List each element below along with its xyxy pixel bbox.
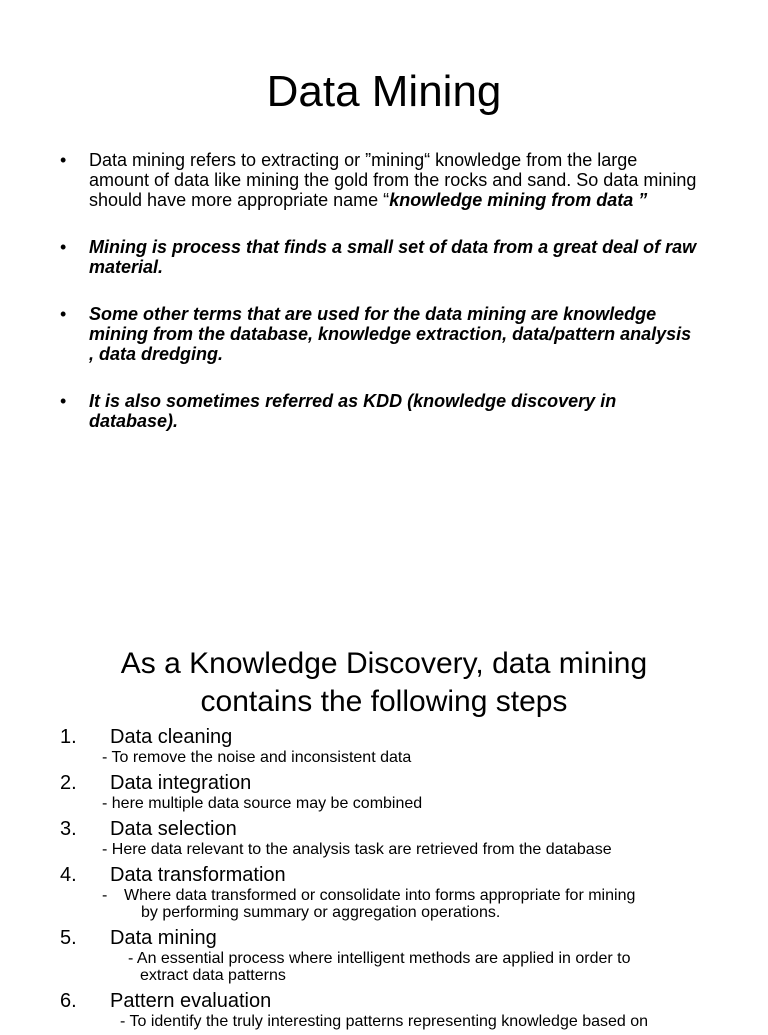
bullet-emphasis: knowledge mining from data ” [389, 190, 648, 210]
bullet-text: It is also sometimes referred as KDD (knowledge discovery in database). [89, 391, 617, 431]
bullet-marker: • [60, 391, 67, 411]
step-name: Pattern evaluation [110, 990, 272, 1012]
step-item [60, 771, 760, 812]
bullet-text: Mining is process that finds a small set of data from a great deal of raw material. [89, 237, 697, 277]
slide-title [0, 645, 768, 721]
step-heading [60, 771, 760, 795]
step-number: 6. [60, 990, 77, 1012]
step-number: 1. [60, 726, 77, 748]
bullet-list [60, 150, 700, 431]
step-item [60, 725, 760, 766]
step-description: - here multiple data source may be combined [102, 795, 423, 812]
step-number: 4. [60, 864, 77, 886]
step-heading [60, 817, 760, 841]
step-number: 2. [60, 772, 77, 794]
bullet-text: Data mining refers to extracting or ”mining“ knowledge from the large amount of data like mining the gold from the rocks and sand. So data mining should have more appropriate name “ [89, 150, 697, 210]
step-item [60, 817, 760, 858]
bullet-item [60, 237, 700, 277]
step-name: Data mining [110, 927, 217, 949]
slide-title-line: As a Knowledge Discovery, data mining [120, 647, 648, 680]
bullet-item [60, 391, 700, 431]
step-description [60, 950, 760, 984]
step-heading [60, 989, 760, 1013]
step-description: - To identify the truly interesting patterns representing knowledge based on [120, 1013, 649, 1030]
step-description-dash: - [102, 887, 108, 904]
bullet-text: Some other terms that are used for the data mining are knowledge mining from the database, knowledge extraction, data/pattern analysis , data dredging. [89, 304, 692, 364]
step-number: 3. [60, 818, 77, 840]
step-description-line: Where data transformed or consolidate into forms appropriate for mining [124, 887, 636, 904]
slide-knowledge-discovery-steps [0, 560, 768, 1030]
step-name: Data transformation [110, 864, 286, 886]
bullet-marker: • [60, 237, 67, 257]
slide-title: Data Mining [266, 67, 502, 116]
step-name: Data cleaning [110, 726, 233, 748]
step-heading [60, 926, 760, 950]
step-description-line: extract data patterns [140, 967, 286, 984]
step-number: 5. [60, 927, 77, 949]
bullet-item [60, 150, 700, 210]
bullet-marker: • [60, 304, 67, 324]
step-heading [60, 863, 760, 887]
step-description-line: by performing summary or aggregation operations. [141, 904, 501, 921]
step-description: - To remove the noise and inconsistent data [102, 749, 412, 766]
step-description [60, 887, 760, 921]
step-description-line: - An essential process where intelligent methods are applied in order to [128, 950, 631, 967]
step-name: Data integration [110, 772, 252, 794]
step-item [60, 926, 760, 984]
bullet-item [60, 304, 700, 364]
steps-list [60, 725, 760, 1035]
bullet-marker: • [60, 150, 67, 170]
slide-title-line: contains the following steps [200, 685, 568, 718]
step-name: Data selection [110, 818, 237, 840]
step-description: - Here data relevant to the analysis task are retrieved from the database [102, 841, 612, 858]
step-item [60, 863, 760, 921]
step-heading [60, 725, 760, 749]
